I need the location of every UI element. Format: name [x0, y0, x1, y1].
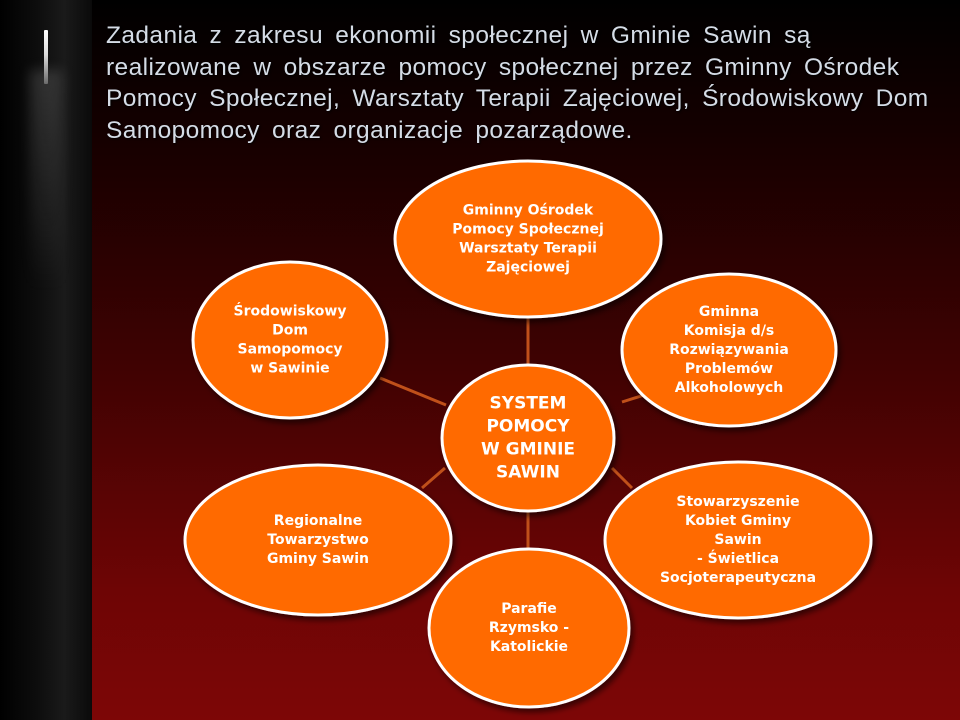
node-gminna-komisja-alkoholowa [622, 274, 836, 426]
node-label-line: Socjoterapeutyczna [659, 570, 817, 586]
node-label-line: Dom [272, 322, 308, 339]
node-label-line: Pomocy Społecznej [452, 221, 604, 238]
node-label-line: Problemów [684, 361, 774, 377]
node-label-line: W GMINIE [480, 439, 576, 460]
node-label [267, 513, 369, 567]
node-label-line: Alkoholowych [674, 380, 784, 396]
node-label-line: Towarzystwo [267, 532, 369, 548]
node-center-system-pomocy [442, 365, 614, 511]
node-stowarzyszenie-kobiet [605, 462, 871, 618]
node-label-line: Gminny Ośrodek [462, 202, 594, 219]
connector-line [612, 468, 632, 488]
node-label-line: Zajęciowej [486, 259, 570, 276]
node-label-line: Regionalne [273, 513, 363, 529]
node-label-line: Katolickie [489, 639, 569, 655]
node-label-line: SAWIN [496, 462, 560, 483]
node-regionalne-towarzystwo [185, 465, 451, 615]
node-srodowiskowy-dom-samopomocy [193, 262, 387, 418]
connector-line [422, 468, 445, 488]
node-label-line: POMOCY [486, 416, 570, 437]
node-label-line: Gminna [698, 304, 760, 320]
node-parafie-rzymsko-katolickie [429, 549, 629, 707]
node-gminny-osrodek-pomocy-spolecznej [395, 161, 661, 317]
node-label-line: Środowiskowy [233, 303, 347, 320]
node-label-line: Stowarzyszenie [676, 494, 800, 510]
node-label-line: Rzymsko - [488, 620, 570, 636]
node-label-line: Rozwiązywania [669, 342, 789, 358]
node-label-line: Samopomocy [237, 341, 343, 358]
connector-line [380, 378, 446, 405]
node-label-line: - Świetlica [696, 551, 780, 567]
node-label-line: Gminy Sawin [266, 551, 370, 567]
slide-title: Zadania z zakresu ekonomii społecznej w Gminie Sawin są realizowane w obszarze pomocy społecznej przez Gminny Ośrodek Pomocy Społecznej, Warsztaty Terapii Zajęciowej, Środowiskowy Dom Samopomocy oraz organizacje pozarządowe. [106, 22, 929, 144]
node-label-line: Parafie [501, 601, 557, 617]
node-label-line: Komisja d/s [683, 323, 775, 339]
node-label-line: Warsztaty Terapii [459, 240, 597, 257]
node-label-line: Kobiet Gminy [684, 513, 792, 529]
node-label-line: SYSTEM [489, 393, 567, 414]
node-label-line: Sawin [714, 532, 762, 548]
node-label-line: w Sawinie [250, 360, 330, 377]
